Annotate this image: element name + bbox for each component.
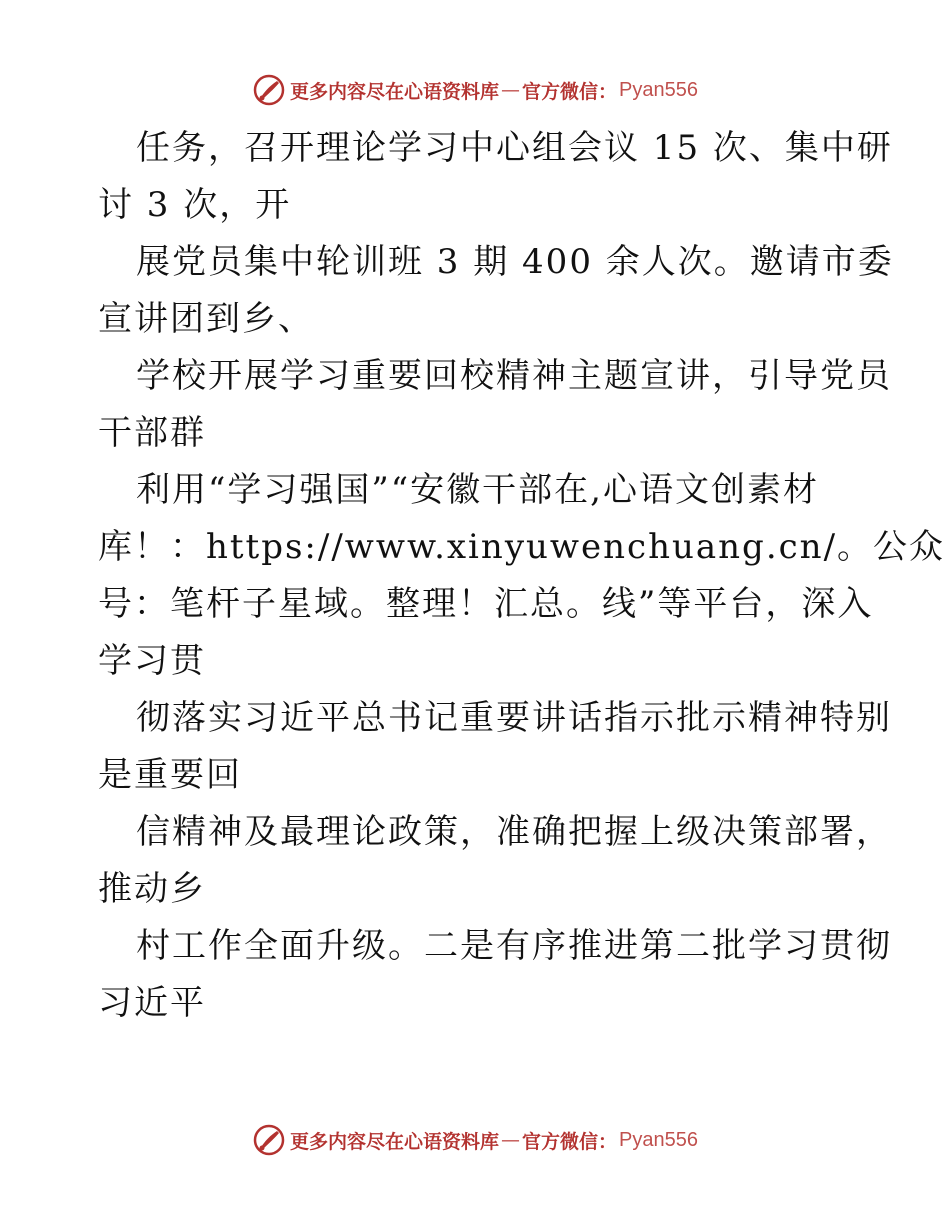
header-separator: —: [501, 79, 521, 101]
body-line: 习近平: [98, 983, 206, 1023]
footer-site-text: 更多内容尽在心语资料库: [290, 1130, 500, 1153]
brush-logo-icon: [252, 1123, 286, 1157]
body-line: 是重要回: [98, 755, 242, 795]
document-body: [98, 120, 946, 1032]
footer-wechat-label: 官方微信：: [522, 1130, 618, 1153]
body-line: 任务，召开理论学习中心组会议 15 次、集中研: [136, 128, 893, 168]
body-line: 干部群: [98, 413, 206, 453]
header-wechat-id: Pyan556: [619, 78, 698, 101]
body-line: 展党员集中轮训班 3 期 400 余人次。邀请市委: [136, 242, 894, 282]
body-line: 学习贯: [98, 641, 206, 681]
body-line: 学校开展学习重要回校精神主题宣讲，引导党员: [136, 356, 892, 396]
body-line: 彻落实习近平总书记重要讲话指示批示精神特别: [136, 698, 892, 738]
body-line: 库！：https://www.xinyuwenchuang.cn/。公众: [98, 527, 946, 567]
header-watermark: [0, 70, 950, 110]
body-line: 讨 3 次，开: [98, 185, 292, 225]
footer-separator: —: [501, 1129, 521, 1151]
body-line: 号：笔杆子星域。整理！汇总。线”等平台，深入: [98, 584, 874, 624]
body-line: 推动乡: [98, 869, 206, 909]
footer-wechat-id: Pyan556: [619, 1128, 698, 1151]
body-line: 宣讲团到乡、: [98, 299, 314, 339]
footer-watermark: [0, 1120, 950, 1160]
brush-logo-icon: [252, 73, 286, 107]
body-line: 信精神及最理论政策，准确把握上级决策部署，: [136, 812, 892, 852]
header-site-text: 更多内容尽在心语资料库: [290, 80, 500, 103]
header-wechat-label: 官方微信：: [522, 80, 618, 103]
body-line: 村工作全面升级。二是有序推进第二批学习贯彻: [136, 926, 892, 966]
body-line: 利用“学习强国”“安徽干部在,心语文创素材: [136, 470, 819, 510]
